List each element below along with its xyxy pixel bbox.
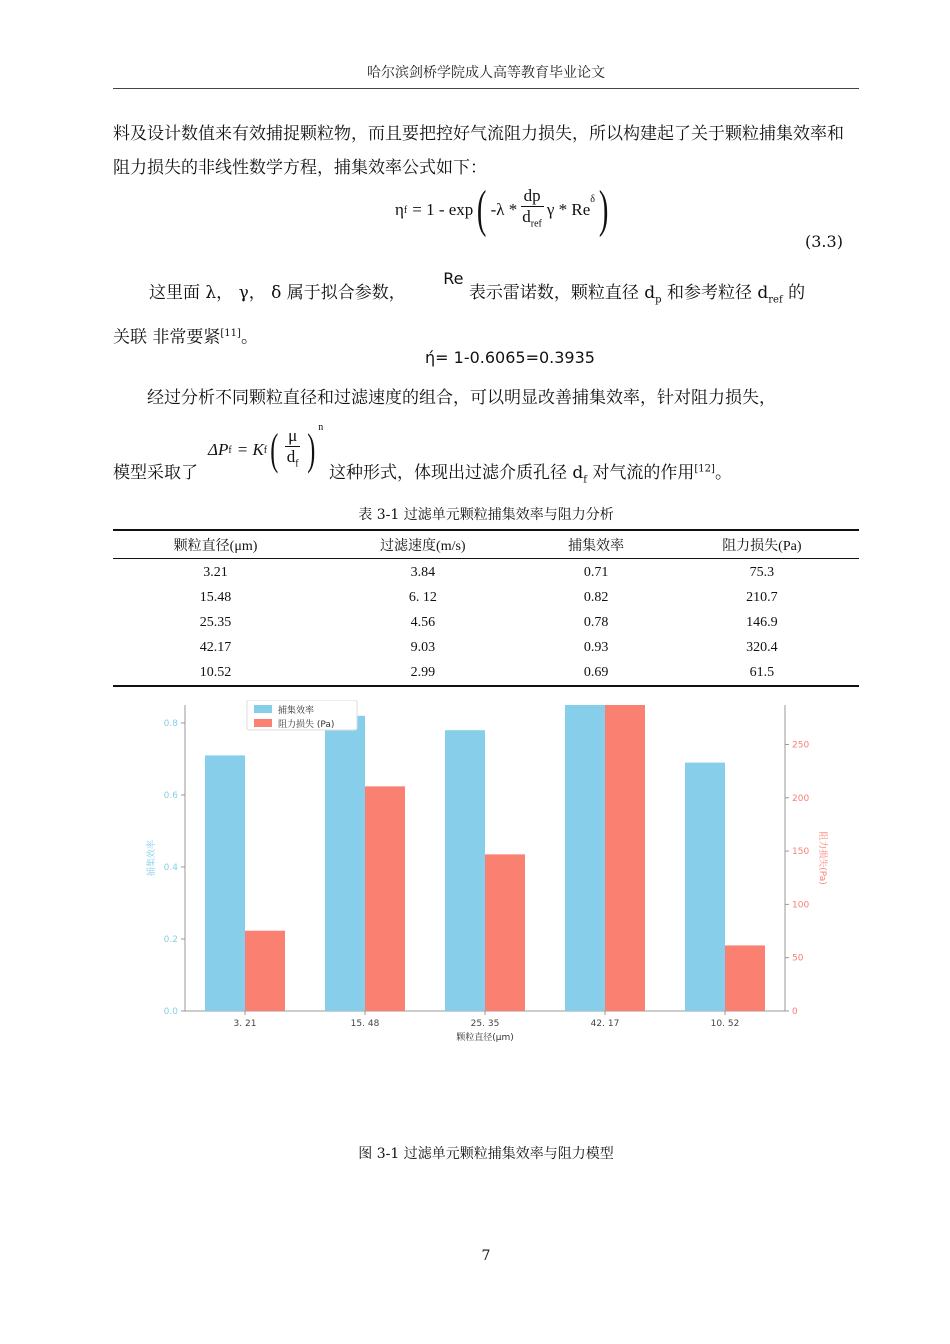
figure-chart (140, 700, 840, 1055)
equation-3-3 (395, 180, 612, 240)
eq-frac-num: dp (521, 186, 544, 207)
eq-lhs-sub: f (403, 204, 408, 216)
para2-sub-p: p (655, 294, 662, 306)
reynolds-symbol: Re (443, 269, 464, 288)
para2-line2: 关联 非常要紧 (113, 328, 221, 349)
para2-part-c: 和参考粒径 d (661, 283, 769, 303)
para4-sub-f: f (583, 474, 587, 486)
table-cell: 10.52 (113, 660, 318, 686)
para4-end: 。 (714, 463, 732, 483)
equation-number: (3.3) (805, 232, 843, 251)
eq-right-paren: ) (598, 181, 609, 238)
table-cell: 6. 12 (408, 590, 437, 606)
y-axis-label: 捕集效率 (147, 839, 157, 877)
bar-efficiency (205, 755, 245, 1011)
legend-swatch (254, 705, 272, 713)
eq-frac-den: $d_{ref}$ (522, 206, 542, 230)
y2-tick-label: 0 (792, 1007, 798, 1017)
y-tick-label: 0.8 (163, 719, 178, 729)
y2-tick-label: 200 (792, 793, 810, 804)
table-row (113, 660, 859, 686)
bar-chart-svg (140, 700, 840, 1055)
x-tick-label: 3. 21 (233, 1019, 257, 1029)
x-tick-label: 42. 17 (590, 1019, 620, 1029)
y2-tick-label: 100 (792, 900, 810, 911)
table-cell: 25.35 (199, 614, 232, 630)
paragraph-4 (113, 420, 859, 490)
formula-num: μ (285, 426, 300, 447)
table-cell: 0.69 (528, 660, 665, 686)
para2-sub-ref: ref (768, 294, 783, 306)
para2-end: 。 (240, 328, 258, 349)
table-cell: 75.3 (749, 565, 775, 581)
eq-fraction (519, 186, 545, 234)
formula-sub-kf: f (263, 444, 268, 456)
table-cell: 9.03 (410, 639, 436, 655)
formula-fraction (284, 426, 302, 474)
para2-part-d: 的 (782, 283, 806, 303)
bar-pressure-loss (485, 854, 525, 1011)
table-caption: 表 3-1 过滤单元颗粒捕集效率与阻力分析 (358, 507, 614, 523)
table-cell: 3.84 (410, 565, 436, 581)
table-cell: 146.9 (746, 614, 778, 630)
para4-part-c: 对气流的作用 (587, 463, 695, 483)
formula-exp-n: n (318, 422, 324, 433)
calculation-line: ή= 1-0.6065=0.3935 (425, 348, 595, 367)
bar-pressure-loss (245, 931, 285, 1011)
column-header: 过滤速度(m/s) (318, 530, 528, 559)
bar-efficiency (565, 705, 605, 1011)
eq-left-paren: ( (477, 181, 487, 238)
bar-pressure-loss (605, 705, 645, 1011)
y-tick-label: 0.0 (163, 1007, 178, 1017)
bar-efficiency (685, 763, 725, 1011)
y-tick-label: 0.6 (163, 791, 178, 801)
table-cell: 0.71 (583, 565, 609, 581)
eq-inner-right: γ * Re (546, 200, 591, 219)
table-cell: 210.7 (746, 590, 778, 606)
para2-part-b: 表示雷诺数，颗粒直径 d (468, 283, 656, 303)
bar-pressure-loss (725, 945, 765, 1011)
table-cell: 4.56 (410, 614, 436, 630)
para4-part-b: 这种形式，体现出过滤介质孔径 d (329, 463, 584, 483)
y2-tick-label: 50 (792, 953, 804, 964)
eq-inner-sup: δ (590, 194, 595, 205)
y-tick-label: 0.4 (163, 863, 178, 873)
page-number: 7 (481, 1248, 491, 1264)
para4-part-a: 模型采取了 (113, 463, 198, 483)
legend-swatch (254, 719, 272, 727)
table-row (113, 611, 859, 636)
y2-tick-label: 250 (792, 740, 810, 751)
pressure-drop-formula (208, 424, 323, 476)
eq-inner-left: -λ * (490, 200, 518, 219)
y2-axis-label: 阻力损失(Pa) (817, 831, 827, 885)
x-axis-label: 颗粒直径(μm) (456, 1033, 514, 1043)
page-header: 哈尔滨剑桥学院成人高等教育毕业论文 (367, 65, 605, 81)
eq-mid: = 1 - exp (412, 200, 474, 219)
table-header-row (113, 530, 859, 559)
x-tick-label: 15. 48 (350, 1019, 380, 1029)
column-header: 阻力损失(Pa) (665, 530, 859, 559)
legend-label: 捕集效率 (278, 706, 315, 716)
y2-tick-label: 150 (792, 847, 810, 858)
table-cell: 3.21 (203, 565, 228, 581)
bar-pressure-loss (365, 786, 405, 1011)
table-cell: 15.48 (199, 590, 232, 606)
paragraph-1: 料及设计数值来有效捕捉颗粒物，而且要把控好气流阻力损失，所以构建起了关于颗粒捕集效率和阻力损失的非线性数学方程，捕集效率公式如下： (113, 124, 844, 178)
paragraph-2 (113, 269, 859, 355)
table-cell: 61.5 (665, 660, 859, 686)
table-cell: 0.82 (583, 590, 609, 606)
paragraph-3: 经过分析不同颗粒直径和过滤速度的组合，可以明显改善捕集效率，针对阻力损失， (147, 388, 776, 408)
formula-eq-k: = K (236, 440, 264, 459)
header-rule (113, 88, 859, 89)
table-row (113, 586, 859, 611)
citation-11: [11] (220, 328, 241, 340)
formula-left-paren: ( (270, 425, 279, 474)
table-cell: 2.99 (318, 660, 528, 686)
data-table-wrap (113, 529, 859, 687)
legend-label: 阻力损失 (Pa) (278, 720, 335, 730)
column-header: 捕集效率 (528, 530, 665, 559)
y-tick-label: 0.2 (163, 935, 178, 945)
table-cell: 0.78 (583, 614, 609, 630)
figure-caption: 图 3-1 过滤单元颗粒捕集效率与阻力模型 (358, 1146, 614, 1162)
formula-sub-f: f (228, 444, 232, 456)
para2-part-a: 这里面 λ， γ， δ 属于拟合参数， (149, 283, 406, 303)
table-cell: 320.4 (746, 639, 778, 655)
para4-tail (329, 458, 732, 485)
formula-den: $d_f$ (286, 446, 299, 470)
citation-12: [12] (694, 463, 715, 475)
formula-delta-p: ΔP (208, 440, 229, 459)
bar-efficiency (445, 730, 485, 1011)
x-tick-label: 25. 35 (470, 1019, 500, 1029)
formula-right-paren: ) (306, 425, 315, 474)
table-cell: 0.93 (583, 639, 609, 655)
x-tick-label: 10. 52 (710, 1019, 740, 1029)
table-cell: 42.17 (199, 639, 232, 655)
bar-efficiency (325, 716, 365, 1011)
table-row (113, 635, 859, 660)
eq-lhs: η (395, 200, 404, 219)
table-row (113, 559, 859, 586)
column-header: 颗粒直径(μm) (113, 530, 318, 559)
data-table (113, 529, 859, 687)
